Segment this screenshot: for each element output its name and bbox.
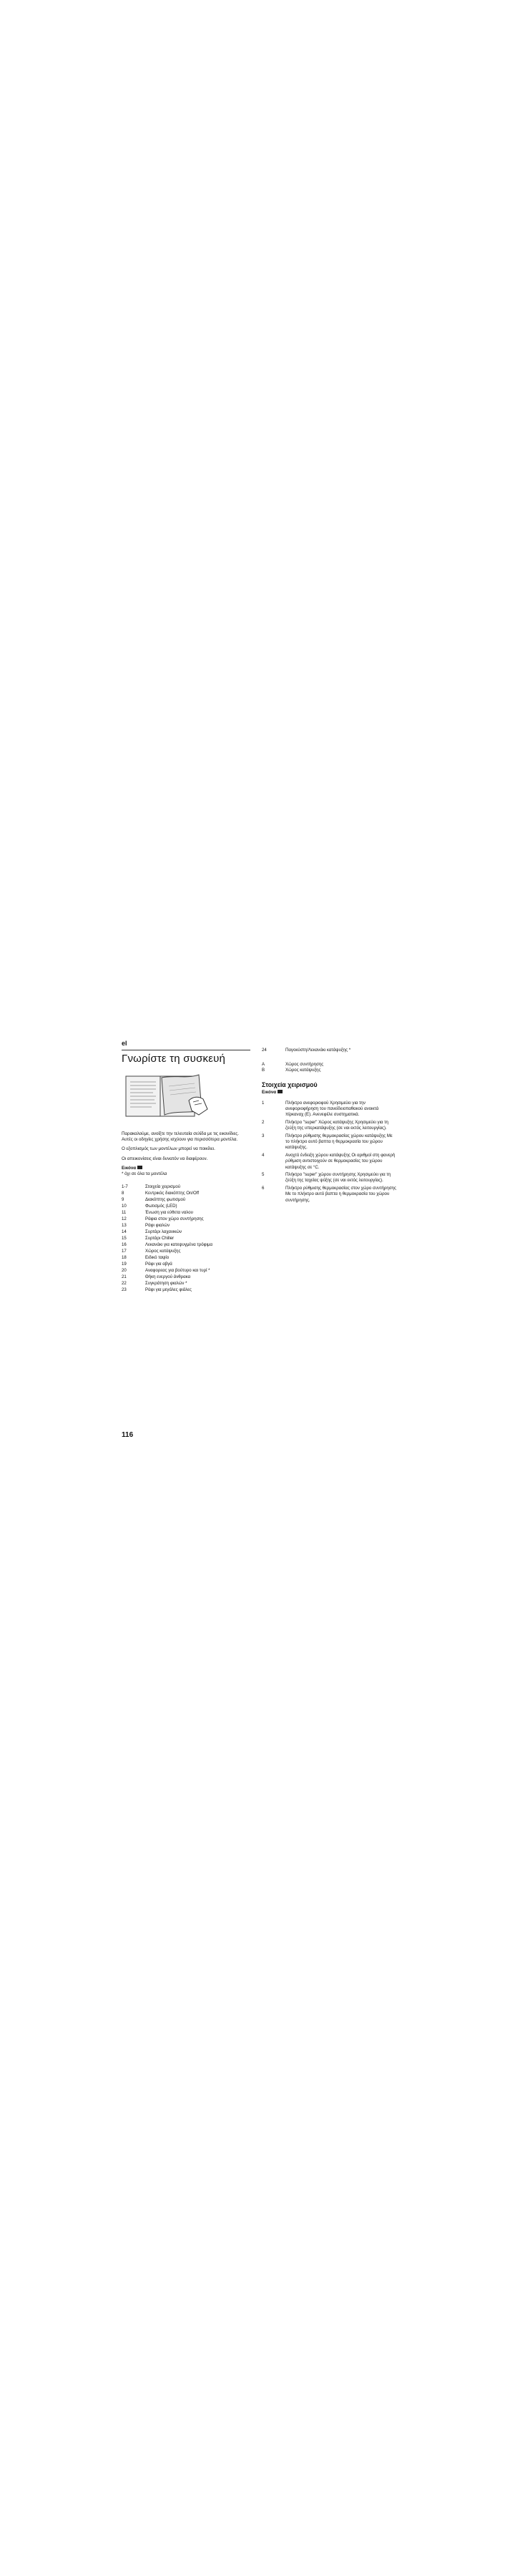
- list-item: 24 Παγοκύστη/Λεκανάκι κατάψυξης *: [262, 1048, 351, 1053]
- page-title: Γνωρίστε τη συσκευή: [122, 1053, 226, 1065]
- parts-list: [122, 1184, 250, 1293]
- zone-item: B Χώρος κατάψυξης: [262, 1068, 321, 1073]
- left-column: [122, 1050, 250, 1293]
- list-item: 15 Συρτάρι Chiller: [122, 1235, 175, 1241]
- list-item: 21 Θήκη ενεργού άνθρακα: [122, 1274, 191, 1279]
- deviation-text: Οι απεικονίσεις είναι δυνατόν να διαφέρουν.: [122, 1156, 208, 1161]
- list-item: 9 Διακόπτης φωτισμού: [122, 1196, 186, 1202]
- list-item: 20 Αναφορεας για βούτυρο και τυρί *: [122, 1267, 210, 1273]
- language-code: el: [122, 1040, 127, 1047]
- controls-list: [262, 1101, 398, 1204]
- list-item: 23 Ράφι για μεγάλες φιάλες: [122, 1287, 192, 1292]
- right-column: [262, 1048, 398, 1205]
- list-item: 16 Λεκανάκι για κατεψυγμένα τρόφιμα: [122, 1241, 212, 1247]
- page-number: 116: [122, 1431, 134, 1439]
- section-title: Στοιχεία χειρισμού: [262, 1080, 318, 1088]
- list-item: 3 Πλήκτρο ρύθμισης θερμοκρασίας χώρου κατάψυξης Με το πλήκτρο αυτό βαπτα η θερμοκρασία του χώρου κατάψυξης.: [262, 1133, 393, 1151]
- list-item: 6 Πλήκτρο ρύθμισης θερμοκρασίας στον χώρο συντήρησης Με το πλήκτρο αυτό βαπτα η θερμοκρασία του χώρου συντήρησης.: [262, 1185, 396, 1203]
- list-item: 22 Συγκράτηση φιαλών *: [122, 1280, 187, 1286]
- fridge-illustration: [124, 1072, 209, 1121]
- figure-box-icon: [137, 1166, 142, 1169]
- figure-reference: [122, 1166, 250, 1171]
- list-item: 12 Ράφια στον χώρο συντήρησης: [122, 1216, 204, 1221]
- figure-label: Εικόνα: [122, 1165, 137, 1171]
- list-item: 19 Ράφι για αβγά: [122, 1261, 172, 1267]
- model-note: * όχι σε όλα τα μοντέλα: [122, 1171, 167, 1176]
- figure-label: Εικόνα: [262, 1089, 277, 1095]
- list-item: 17 Χώρος κατάψυξης: [122, 1248, 181, 1254]
- list-item: 14 Συρτάρι λαχανικών: [122, 1229, 182, 1234]
- list-item: 13 Ράφι φιαλών: [122, 1222, 170, 1228]
- zone-item: A Χώρος συντήρησης: [262, 1062, 324, 1068]
- list-item: 10 Φωτισμός (LED): [122, 1203, 177, 1209]
- figure-reference: [262, 1090, 398, 1095]
- figure-box-icon: [278, 1090, 283, 1093]
- list-item: 5 Πλήκτρο "super" χώρου συντήρησης Χρησιμεύει για τη ζεύξη της ταχείας ψύξης (σε ναι εκτός λειτουργίας).: [262, 1172, 391, 1184]
- list-item: 18 Ειδικό ταψίο: [122, 1254, 170, 1260]
- list-item: 4 Ανοχτό ένδειξη χώρου κατάψυξης Οι αριθμοί στη φανερή ρύθμιση αντιστοιχούν σε θερμοκρασίες του χώρου κατάψυξης σε °C.: [262, 1152, 396, 1170]
- equipment-text: Ο εξοπλισμός των μοντέλων μπορεί να ποικίλει.: [122, 1146, 215, 1152]
- list-item: 1 Πλήκτρο ανεφοριοφού Χρησιμεύει για την ανεφοριοφήρηση του πανείδειοπαθακού ανοικτά πίρκαναχ (Ε). Ανενεφέλε συστηματικά.: [262, 1100, 379, 1118]
- list-item: 1-7 Στοιχεία χειρισμού: [122, 1184, 181, 1189]
- list-item: 2 Πλήκτρο "super" Χώρος κατάψυξης Χρησιμεύει για τη ζεύξη της υπερκατάψυξης (σε ναι εκτός λειτουργίας).: [262, 1119, 388, 1131]
- list-item: 8 Κεντρικός διακόπτης On/Off: [122, 1190, 200, 1196]
- list-item: 11 Ένωση για εύθετα ναλου: [122, 1209, 193, 1215]
- intro-text: Παρακαλούμε, ανοίξτε την τελευταία σελίδα με τις εικονίδιες. Αυτές οι οδηγίες χρήσης ισχύουν για περισσότερα μοντέλα.: [122, 1131, 239, 1143]
